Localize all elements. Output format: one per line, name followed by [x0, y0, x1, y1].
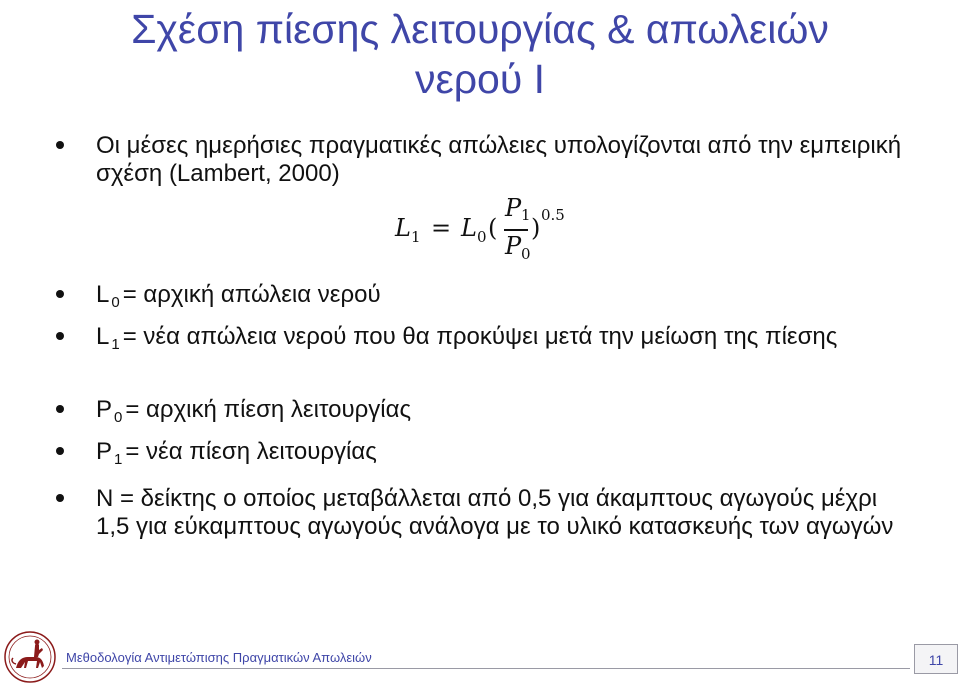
formula-lhs-symbol: L: [395, 214, 411, 242]
bullet-dot-icon: [56, 447, 64, 455]
formula-lhs-subscript: 1: [411, 228, 421, 246]
formula-equals: =: [431, 214, 452, 242]
footer-divider: [62, 668, 910, 669]
bullet-item-l1: [56, 323, 916, 354]
symbol: L: [96, 323, 110, 350]
bullet-text: = νέα απώλεια νερού που θα προκύψει μετά την μείωση της πίεσης: [122, 323, 838, 350]
formula-exponent: 0.5: [541, 206, 565, 224]
page-number: 11: [914, 644, 958, 674]
symbol-subscript: 0: [114, 409, 123, 426]
symbol: P: [96, 396, 113, 423]
formula-numerator-symbol: P: [505, 194, 522, 222]
bullet-item-n: [56, 485, 916, 541]
bullet-text: = νέα πίεση λειτουργίας: [125, 438, 377, 465]
bullet-dot-icon: [56, 141, 64, 149]
university-logo-icon: [2, 630, 58, 684]
formula-denominator-symbol: P: [505, 232, 522, 260]
formula-rhs-subscript: 0: [477, 228, 487, 246]
bullet-text: = αρχική πίεση λειτουργίας: [125, 396, 412, 423]
bullet-item-l0: [56, 281, 916, 312]
symbol: P: [96, 438, 113, 465]
bullet-text: N = δείκτης ο οποίος μεταβάλλεται από 0,5 για άκαμπτους αγωγούς μέχρι 1,5 για εύκαμπτους αγωγούς ανάλογα με το υλικό κατασκευής των αγωγών: [96, 485, 894, 540]
formula-denominator-subscript: 0: [521, 245, 531, 263]
formula-open-paren: (: [488, 214, 498, 242]
bullet-dot-icon: [56, 332, 64, 340]
formula-close-paren: ): [531, 214, 541, 242]
formula-rhs-symbol: L: [461, 214, 477, 242]
footer-course-title: Μεθοδολογία Αντιμετώπισης Πραγματικών Απωλειών: [66, 650, 372, 665]
symbol-subscript: 0: [111, 294, 120, 311]
formula-numerator-subscript: 1: [521, 206, 531, 224]
slide-title-line-2: νερού Ι: [414, 56, 546, 102]
symbol-subscript: 1: [111, 336, 120, 353]
bullet-item-p1: [56, 438, 916, 469]
symbol: L: [96, 281, 110, 308]
bullet-text: Οι μέσες ημερήσιες πραγματικές απώλειες υπολογίζονται από την εμπειρική σχέση (Lambert, 2000): [96, 132, 902, 187]
lambert-formula: [395, 192, 585, 270]
bullet-dot-icon: [56, 290, 64, 298]
bullet-dot-icon: [56, 405, 64, 413]
bullet-text: = αρχική απώλεια νερού: [122, 281, 381, 308]
bullet-dot-icon: [56, 494, 64, 502]
slide-title-line-1: Σχέση πίεσης λειτουργίας & απωλειών: [131, 6, 829, 52]
fraction-bar: [504, 229, 528, 231]
symbol-subscript: 1: [114, 451, 123, 468]
bullet-item-p0: [56, 396, 916, 427]
bullet-item-lambert: [56, 132, 916, 188]
slide-title: [30, 4, 930, 104]
